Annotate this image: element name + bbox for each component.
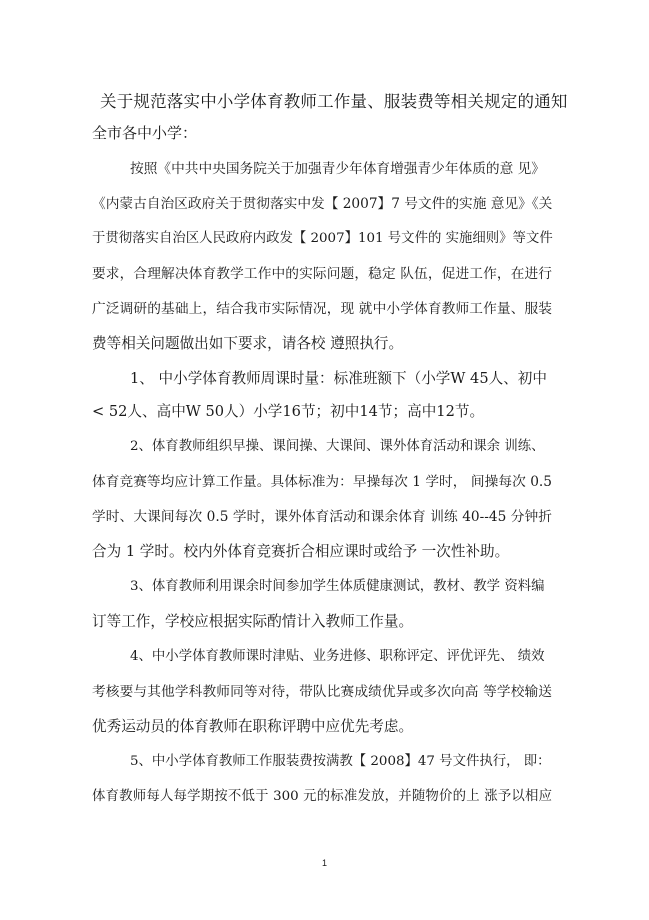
item-2-line: 体育竞赛等均应计算工作量。具体标准为：早操每次 1 学时， 间操每次 0.5 (92, 474, 552, 490)
item-5-line: 5、中小学体育教师工作服装费按满教【 2008】47 号文件执行， 即： (130, 754, 551, 769)
item-2-line: 学时、大课间每次 0.5 学时，课外体育活动和课余体育 训练 40--45 分钟折 (92, 509, 552, 525)
paragraph-line: 要求，合理解决体育教学工作中的实际问题，稳定 队伍，促进工作，在进行 (92, 266, 552, 282)
item-5-line: 体育教师每人每学期按不低于 300 元的标准发放，并随物价的上 涨予以相应 (92, 789, 552, 804)
item-4-line: 考核要与其他学科教师同等对待，带队比赛成绩优异或多次向高 等学校输送 (92, 684, 552, 700)
item-2-line: 合为 1 学时。校内外体育竞赛折合相应课时或给予 一次性补助。 (92, 543, 510, 560)
item-3-line: 订等工作，学校应根据实际酌情计入教师工作量。 (92, 613, 414, 630)
paragraph-line: 费等相关问题做出如下要求，请各校 遵照执行。 (92, 335, 404, 352)
paragraph-line: 《内蒙古自治区政府关于贯彻落实中发【 2007】7 号文件的实施 意见》《关 (92, 196, 553, 212)
page-number: 1 (321, 858, 327, 868)
paragraph-line: 于贯彻落实自治区人民政府内政发【 2007】101 号文件的 实施细则》等文件 (92, 231, 553, 246)
item-2-line: 2、体育教师组织早操、课间操、大课间、课外体育活动和课余 训练、 (130, 439, 545, 454)
item-1-line: < 52人、高中W 50人）小学16节；初中14节；高中12节。 (92, 403, 485, 420)
salutation: 全市各中小学： (92, 124, 198, 142)
item-4-line: 4、中小学体育教师课时津贴、业务进修、职称评定、评优评先、 绩效 (130, 649, 545, 664)
item-4-line: 优秀运动员的体育教师在职称评聘中应优先考虑。 (92, 718, 414, 735)
item-3-line: 3、体育教师利用课余时间参加学生体质健康测试，教材、教学 资料编 (130, 579, 545, 594)
document-title: 关于规范落实中小学体育教师工作量、服装费等相关规定的通知 (100, 92, 568, 111)
item-1-line: 1、 中小学体育教师周课时量：标准班额下（小学W 45人、初中 (130, 370, 547, 387)
paragraph-line: 广泛调研的基础上，结合我市实际情况，现 就中小学体育教师工作量、服装 (92, 301, 552, 317)
paragraph-line: 按照《中共中央国务院关于加强青少年体育增强青少年体质的意 见》 (130, 161, 545, 177)
